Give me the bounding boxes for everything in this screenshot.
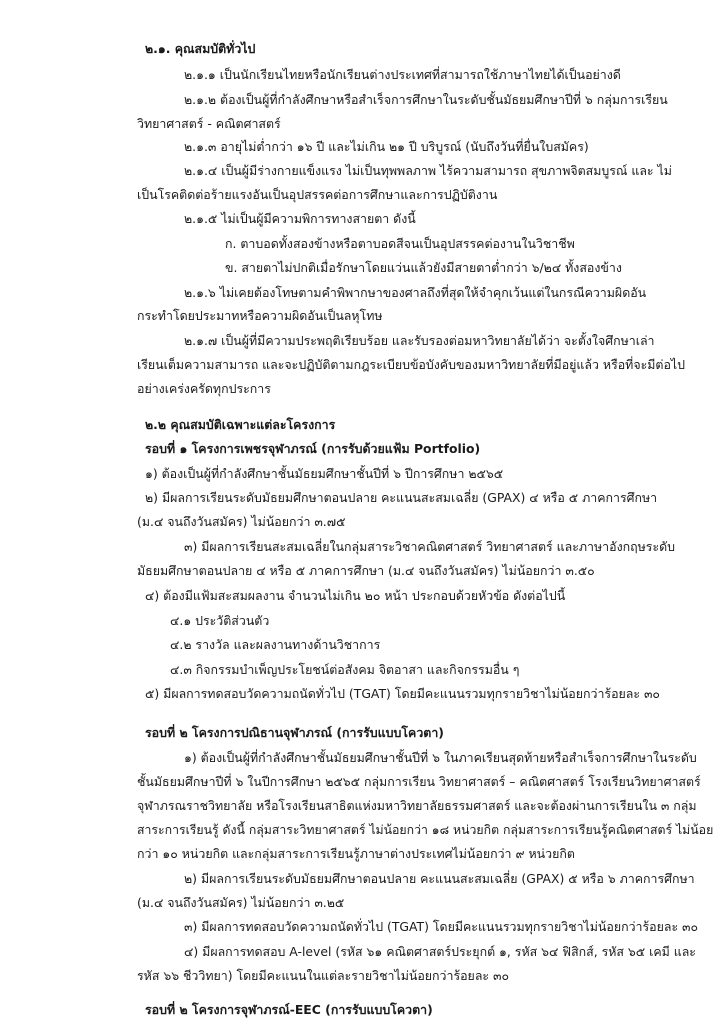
round-1-heading: รอบที่ ๑ โครงการเพชรจุฬาภรณ์ (การรับด้วยแฟ้ม Portfolio) — [145, 441, 481, 456]
item-2-1-4-line1: ๒.๑.๔ เป็นผู้มีร่างกายแข็งแรง ไม่เป็นทุพพลภาพ ไร้ความสามารถ สุขภาพจิตสมบูรณ์ และ ไม่ — [184, 163, 672, 178]
item-2-1-7-line1: ๒.๑.๗ เป็นผู้ที่มีความประพฤติเรียบร้อย และรับรองต่อมหาวิทยาลัยได้ว่า จะตั้งใจศึกษาเล่า — [184, 333, 655, 348]
round-1-item-4: ๔) ต้องมีแฟ้มสะสมผลงาน จำนวนไม่เกิน ๒๐ หน้า ประกอบด้วยหัวข้อ ดังต่อไปนี้ — [145, 588, 566, 603]
round-2-item-3: ๓) มีผลการทดสอบวัดความถนัดทั่วไป (TGAT) โดยมีคะแนนรวมทุกรายวิชาไม่น้อยกว่าร้อยละ ๓๐ — [184, 919, 699, 934]
round-1-item-4-3: ๔.๓ กิจกรรมบำเพ็ญประโยชน์ต่อสังคม จิตอาสา และกิจกรรมอื่น ๆ — [170, 662, 520, 677]
round-1-item-4-1: ๔.๑ ประวัติส่วนตัว — [170, 613, 270, 628]
item-2-1-1: ๒.๑.๑ เป็นนักเรียนไทยหรือนักเรียนต่างประเทศที่สามารถใช้ภาษาไทยได้เป็นอย่างดี — [184, 67, 621, 82]
round-2-item-1-line3: จุฬาภรณราชวิทยาลัย หรือโรงเรียนสาธิตแห่งมหาวิทยาลัยธรรมศาสตร์ และจะต้องผ่านการเรียนใน ๓ กลุ่ม — [137, 798, 697, 813]
round-2-item-1-line4: สาระการเรียนรู้ ดังนี้ กลุ่มสาระวิทยาศาสตร์ ไม่น้อยกว่า ๑๘ หน่วยกิต กลุ่มสาระการเรียนรู้คณิตศาสตร์ ไม่น้อย — [137, 823, 714, 837]
item-2-1-5-a: ก. ตาบอดทั้งสองข้างหรือตาบอดสีจนเป็นอุปสรรคต่องานในวิชาชีพ — [225, 236, 575, 251]
round-2-eec-heading: รอบที่ ๒ โครงการจุฬาภรณ์-EEC (การรับแบบโควตา) — [145, 1002, 433, 1017]
item-2-1-5-b: ข. สายตาไม่ปกติเมื่อรักษาโดยแว่นแล้วยังมีสายตาต่ำกว่า ๖/๒๔ ทั้งสองข้าง — [225, 260, 622, 275]
round-1-item-5: ๕) มีผลการทดสอบวัดความถนัดทั่วไป (TGAT) โดยมีคะแนนรวมทุกรายวิชาไม่น้อยกว่าร้อยละ ๓๐ — [145, 686, 660, 701]
round-2-item-2-line2: (ม.๔ จนถึงวันสมัคร) ไม่น้อยกว่า ๓.๒๕ — [137, 895, 345, 910]
item-2-1-7-line2: เรียนเต็มความสามารถ และจะปฏิบัติตามกฎระเบียบข้อบังคับของมหาวิทยาลัยที่มีอยู่แล้ว หรือที่จะมีต่อไป — [137, 357, 686, 372]
item-2-1-2-line1: ๒.๑.๒ ต้องเป็นผู้ที่กำลังศึกษาหรือสำเร็จการศึกษาในระดับชั้นมัธยมศึกษาปีที่ ๖ กลุ่มการเรียน — [184, 92, 668, 107]
round-2-item-1-line2: ชั้นมัธยมศึกษาปีที่ ๖ ในปีการศึกษา ๒๕๖๕ กลุ่มการเรียน วิทยาศาสตร์ – คณิตศาสตร์ โรงเรียนวิทยาศาสตร์ — [137, 774, 701, 789]
round-2-item-1-line1: ๑) ต้องเป็นผู้ที่กำลังศึกษาชั้นมัธยมศึกษาชั้นปีที่ ๖ ในภาคเรียนสุดท้ายหรือสำเร็จการศึกษาในระดับ — [184, 750, 697, 765]
round-2-item-1-line5: กว่า ๑๐ หน่วยกิต และกลุ่มสาระการเรียนรู้ภาษาต่างประเทศไม่น้อยกว่า ๙ หน่วยกิต — [137, 846, 575, 861]
round-2-item-2-line1: ๒) มีผลการเรียนระดับมัธยมศึกษาตอนปลาย คะแนนสะสมเฉลี่ย (GPAX) ๕ หรือ ๖ ภาคการศึกษา — [184, 871, 695, 886]
item-2-1-2-line2: วิทยาศาสตร์ - คณิตศาสตร์ — [137, 116, 281, 131]
item-2-1-6-line1: ๒.๑.๖ ไม่เคยต้องโทษตามคำพิพากษาของศาลถึงที่สุดให้จำคุกเว้นแต่ในกรณีความผิดอัน — [184, 285, 647, 300]
item-2-1-6-line2: กระทำโดยประมาทหรือความผิดอันเป็นลหุโทษ — [137, 308, 383, 323]
section-2-2-heading: ๒.๒ คุณสมบัติเฉพาะแต่ละโครงการ — [145, 417, 336, 432]
round-1-item-2-line2: (ม.๔ จนถึงวันสมัคร) ไม่น้อยกว่า ๓.๗๕ — [137, 514, 346, 529]
item-2-1-4-line2: เป็นโรคติดต่อร้ายแรงอันเป็นอุปสรรคต่อการศึกษาและการปฏิบัติงาน — [137, 187, 498, 202]
item-2-1-7-line3: อย่างเคร่งครัดทุกประการ — [137, 381, 271, 396]
section-2-1-heading: ๒.๑. คุณสมบัติทั่วไป — [145, 41, 256, 56]
item-2-1-5: ๒.๑.๕ ไม่เป็นผู้มีความพิการทางสายตา ดังนี้ — [184, 211, 416, 226]
round-1-item-3-line1: ๓) มีผลการเรียนสะสมเฉลี่ยในกลุ่มสาระวิชาคณิตศาสตร์ วิทยาศาสตร์ และภาษาอังกฤษระดับ — [184, 539, 676, 554]
round-1-item-3-line2: มัธยมศึกษาตอนปลาย ๔ หรือ ๕ ภาคการศึกษา (ม.๔ จนถึงวันสมัคร) ไม่น้อยกว่า ๓.๕๐ — [137, 563, 595, 578]
round-2-item-4-line1: ๔) มีผลการทดสอบ A-level (รหัส ๖๑ คณิตศาสตร์ประยุกต์ ๑, รหัส ๖๔ ฟิสิกส์, รหัส ๖๕ เคมี และ — [184, 944, 696, 959]
round-1-item-2-line1: ๒) มีผลการเรียนระดับมัธยมศึกษาตอนปลาย คะแนนสะสมเฉลี่ย (GPAX) ๔ หรือ ๕ ภาคการศึกษา — [145, 490, 658, 505]
round-2-item-4-line2: รหัส ๖๖ ชีววิทยา) โดยมีคะแนนในแต่ละรายวิชาไม่น้อยกว่าร้อยละ ๓๐ — [137, 968, 510, 983]
round-2-heading: รอบที่ ๒ โครงการปณิธานจุฬาภรณ์ (การรับแบบโควตา) — [145, 725, 444, 740]
round-1-item-4-2: ๔.๒ รางวัล และผลงานทางด้านวิชาการ — [170, 637, 381, 652]
round-1-item-1: ๑) ต้องเป็นผู้ที่กำลังศึกษาชั้นมัธยมศึกษาชั้นปีที่ ๖ ปีการศึกษา ๒๕๖๕ — [145, 466, 504, 481]
item-2-1-3: ๒.๑.๓ อายุไม่ต่ำกว่า ๑๖ ปี และไม่เกิน ๒๑ ปี บริบูรณ์ (นับถึงวันที่ยื่นใบสมัคร) — [184, 139, 589, 154]
